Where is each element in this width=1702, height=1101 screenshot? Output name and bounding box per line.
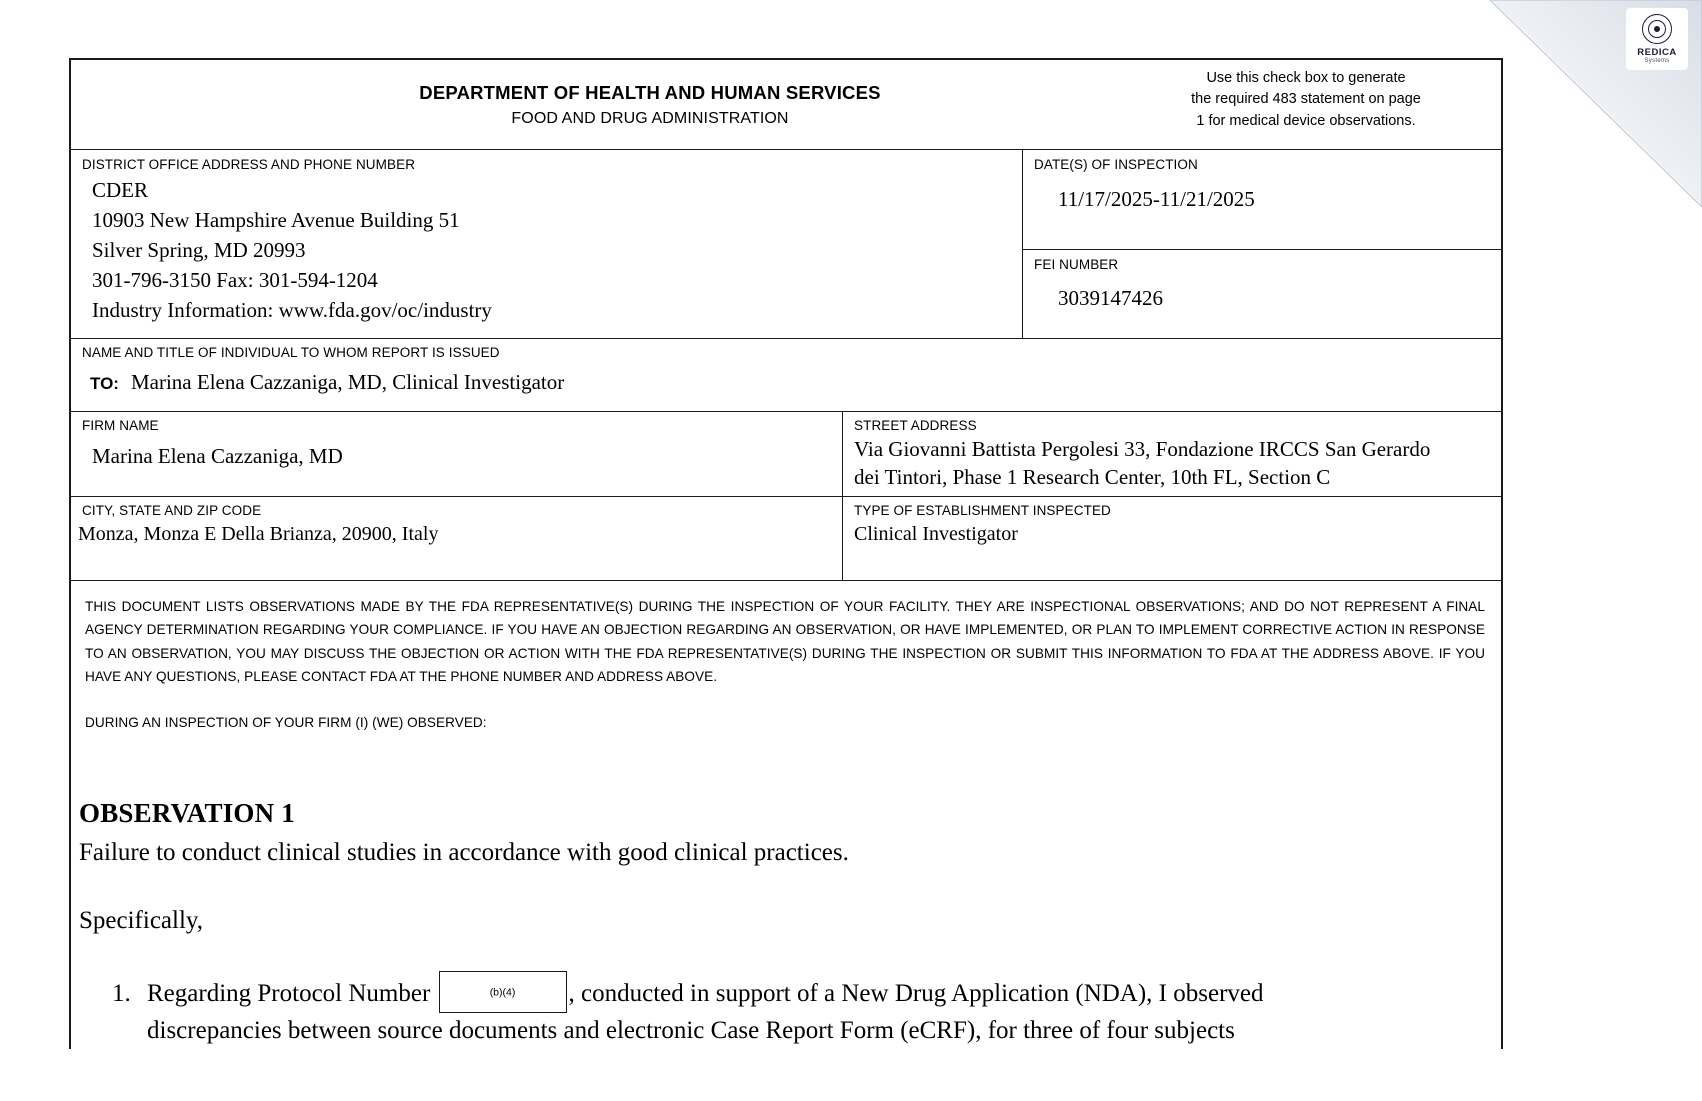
establishment-type-block — [843, 497, 1501, 565]
disclaimer-block — [71, 581, 1501, 746]
fda-form-483 — [69, 58, 1503, 1049]
observation-item1-part1: Regarding Protocol Number — [147, 980, 431, 1008]
establishment-type-value: Clinical Investigator — [854, 523, 1018, 545]
inspection-dates-label: DATE(S) OF INSPECTION — [1034, 157, 1198, 172]
redica-logo — [1626, 8, 1688, 70]
street-address-line-2: dei Tintori, Phase 1 Research Center, 10th FL, Section C — [854, 464, 1331, 489]
disclaimer-text: THIS DOCUMENT LISTS OBSERVATIONS MADE BY THE FDA REPRESENTATIVE(S) DURING THE INSPECTION OF YOUR FACILITY. THEY ARE INSPECTIONAL OBSERVATIONS; AND DO NOT REPRESENT A FINAL AGENCY DETERMINATION REGARDING YOUR COMPLIANCE. IF YOU HAVE AN OBJECTION REGARDING AN OBSERVATION, OR HAVE IMPLEMENTED, OR PLAN TO IMPLEMENT CORRECTIVE ACTION IN RESPONSE TO AN OBSERVATION, YOU MAY DISCUSS THE OBJECTION OR ACTION WITH THE FDA REPRESENTATIVE(S) DURING THE INSPECTION OR SUBMIT THIS INFORMATION TO FDA AT THE ADDRESS ABOVE. IF YOU HAVE ANY QUESTIONS, PLEASE CONTACT FDA AT THE PHONE NUMBER AND ADDRESS ABOVE. — [85, 599, 1485, 685]
redaction-box — [439, 971, 567, 1013]
agency-title: FOOD AND DRUG ADMINISTRATION — [511, 109, 789, 127]
redica-brand-sub: Systems — [1644, 58, 1670, 64]
district-office-line-4: 301-796-3150 Fax: 301-594-1204 — [92, 267, 378, 292]
checkbox-note-line-3: 1 for medical device observations. — [1196, 112, 1416, 129]
spacer-band — [71, 565, 1501, 581]
inspection-dates-value: 11/17/2025-11/21/2025 — [1058, 187, 1255, 211]
district-office-line-1: CDER — [92, 178, 149, 202]
street-address-block — [843, 412, 1501, 496]
observations-section — [71, 746, 1501, 1049]
recipient-block — [71, 339, 1501, 411]
checkbox-note-line-2: the required 483 statement on page — [1191, 91, 1421, 108]
agency-titles — [71, 60, 1109, 149]
district-office-industry-link[interactable]: Industry Information: www.fda.gov/oc/industry — [92, 297, 492, 322]
inspection-dates-block — [1023, 150, 1501, 250]
fei-number-block — [1023, 250, 1501, 338]
during-inspection-text: DURING AN INSPECTION OF YOUR FIRM (I) (WE) OBSERVED: — [85, 714, 487, 730]
district-office-line-2: 10903 New Hampshire Avenue Building 51 — [92, 207, 460, 232]
recipient-label: NAME AND TITLE OF INDIVIDUAL TO WHOM REPORT IS ISSUED — [82, 345, 500, 360]
firm-name-value: Marina Elena Cazzaniga, MD — [92, 444, 343, 468]
observation-item1-part3: discrepancies between source documents and electronic Case Report Form (eCRF), for three of four subjects — [147, 1017, 1235, 1045]
district-office-address — [82, 177, 1012, 325]
city-state-zip-block — [71, 497, 843, 565]
firm-name-block — [71, 412, 843, 496]
redaction-label: (b)(4) — [489, 986, 516, 999]
observation-1-title: OBSERVATION 1 — [79, 797, 295, 828]
city-state-zip-label: CITY, STATE AND ZIP CODE — [82, 503, 262, 518]
fei-number-label: FEI NUMBER — [1034, 257, 1119, 272]
checkbox-instruction-note — [1109, 60, 1501, 149]
recipient-to-prefix: TO: — [90, 374, 119, 393]
establishment-type-label: TYPE OF ESTABLISHMENT INSPECTED — [854, 503, 1111, 518]
inspection-meta-column — [1023, 150, 1501, 338]
firm-name-label: FIRM NAME — [82, 418, 159, 433]
recipient-line — [82, 369, 1501, 397]
spacer-left — [71, 565, 843, 580]
recipient-value: Marina Elena Cazzaniga, MD, Clinical Investigator — [130, 370, 565, 394]
checkbox-note-line-1: Use this check box to generate — [1206, 70, 1406, 86]
district-office-block — [71, 150, 1023, 338]
firm-and-street-row — [71, 412, 1501, 497]
office-and-inspection-row — [71, 150, 1501, 339]
redica-logo-icon — [1642, 14, 1672, 44]
form-header — [71, 60, 1501, 150]
observation-1-specifically: Specifically, — [79, 907, 204, 935]
fei-number-value: 3039147426 — [1058, 286, 1163, 310]
street-address-line-1: Via Giovanni Battista Pergolesi 33, Fondazione IRCCS San Gerardo — [854, 437, 1431, 461]
redica-brand-name: REDICA — [1637, 47, 1677, 58]
district-office-line-3: Silver Spring, MD 20993 — [92, 237, 306, 262]
observation-1-item-list — [79, 971, 1485, 1049]
district-office-label: DISTRICT OFFICE ADDRESS AND PHONE NUMBER — [82, 157, 416, 172]
spacer-right — [843, 565, 1501, 580]
observation-item1-part2: , conducted in support of a New Drug Application (NDA), I observed — [568, 980, 1264, 1008]
city-state-zip-value: Monza, Monza E Della Brianza, 20900, Italy — [78, 523, 439, 545]
department-title: DEPARTMENT OF HEALTH AND HUMAN SERVICES — [419, 81, 881, 103]
recipient-row — [71, 339, 1501, 412]
observation-1-statement: Failure to conduct clinical studies in accordance with good clinical practices. — [79, 838, 849, 866]
list-item — [137, 971, 1485, 1049]
street-address-label: STREET ADDRESS — [854, 418, 977, 433]
city-and-establishment-row — [71, 497, 1501, 565]
